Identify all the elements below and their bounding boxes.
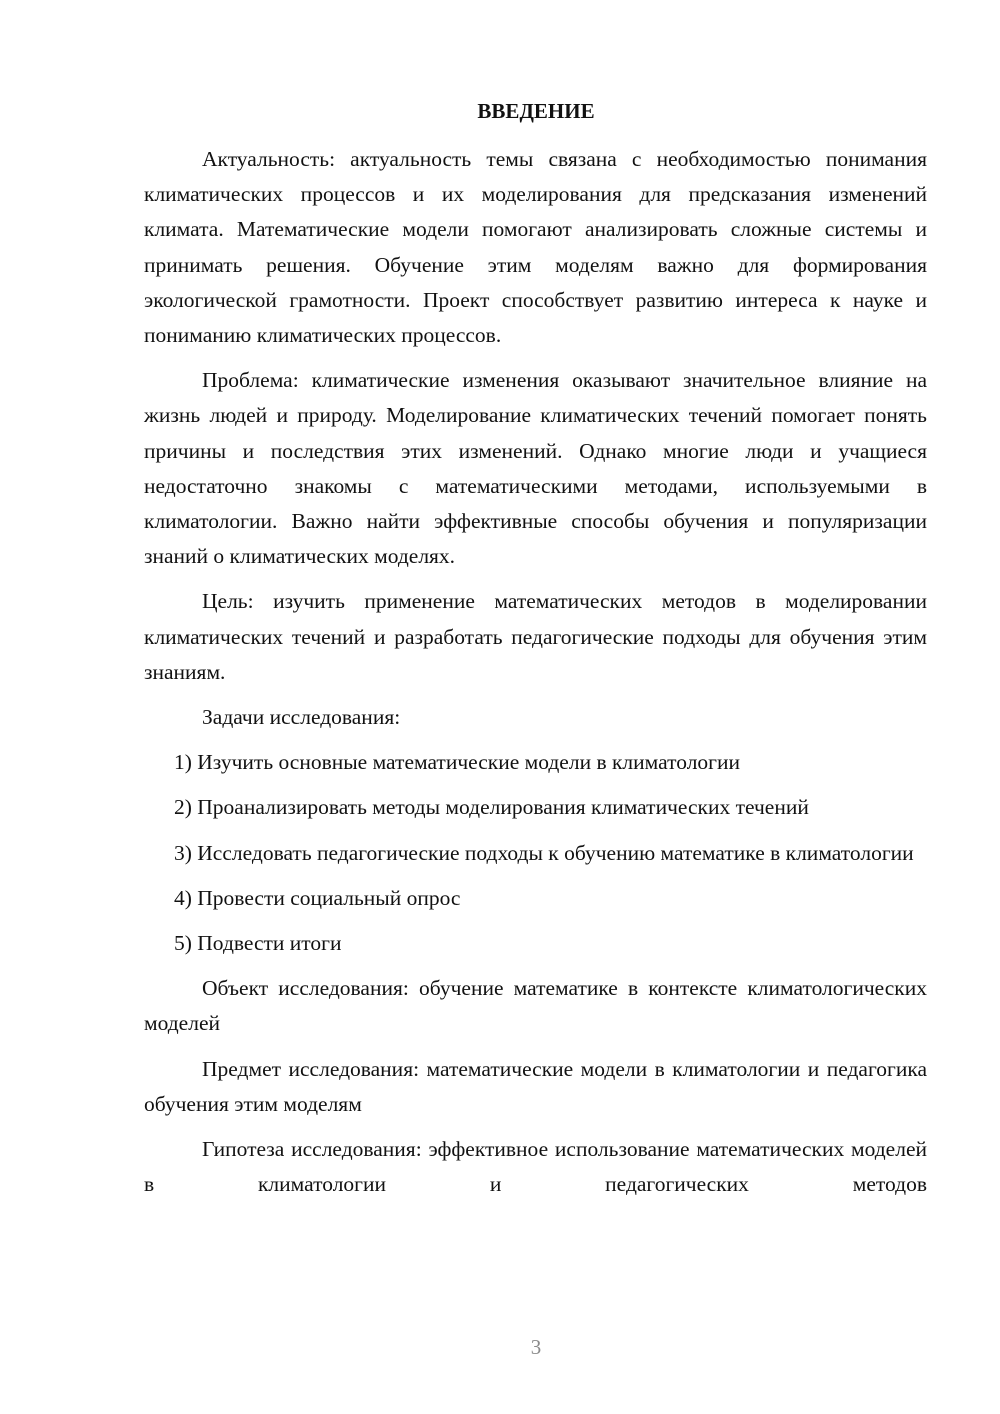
paragraph-hypothesis: Гипотеза исследования: эффективное использование математических моделей в климатологии и педагогических методов <box>144 1137 927 1197</box>
paragraph-subject: Предмет исследования: математические модели в климатологии и педагогика обучения этим моделям <box>144 1056 927 1116</box>
paragraph-relevance: Актуальность: актуальность темы связана с необходимостью понимания климатических процессов и их моделирования для предсказания изменений климата. Математические модели помогают анализировать сложные системы и принимать решения. Обучение этим моделям важно для формирования экологической грамотности. Проект способствует развитию интереса к науке и пониманию климатических процессов. <box>144 147 927 348</box>
list-item: 5) Подвести итоги <box>174 931 342 956</box>
document-body <box>144 142 927 1212</box>
list-item: 1) Изучить основные математические модели в климатологии <box>174 750 741 775</box>
page-number: 3 <box>530 1335 542 1359</box>
list-item: 4) Провести социальный опрос <box>174 885 461 910</box>
paragraph-goal: Цель: изучить применение математических методов в моделировании климатических течений и разработать педагогические подходы для обучения этим знаниям. <box>144 589 927 684</box>
paragraph-problem: Проблема: климатические изменения оказывают значительное влияние на жизнь людей и природу. Моделирование климатических течений помогает понять причины и последствия этих изменений. Однако многие люди и учащиеся недостаточно знакомы с математическими методами, используемыми в климатологии. Важно найти эффективные способы обучения и популяризации знаний о климатических моделях. <box>144 368 927 569</box>
list-item: 3) Исследовать педагогические подходы к обучению математике в климатологии <box>174 840 914 865</box>
tasks-list <box>144 745 927 961</box>
tasks-heading: Задачи исследования: <box>202 705 401 730</box>
section-heading: ВВЕДЕНИЕ <box>477 99 595 123</box>
paragraph-object: Объект исследования: обучение математике в контексте климатологических моделей <box>144 976 927 1036</box>
list-item: 2) Проанализировать методы моделирования климатических течений <box>174 795 809 820</box>
